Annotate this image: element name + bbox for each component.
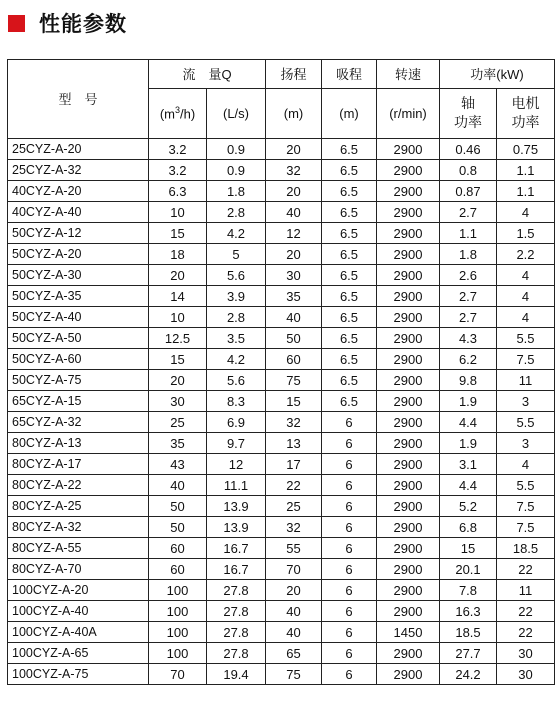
model-cell: 80CYZ-A-32 xyxy=(8,517,149,538)
flow-m3h-cell: 100 xyxy=(149,622,207,643)
model-cell: 50CYZ-A-40 xyxy=(8,307,149,328)
head-cell: 35 xyxy=(266,286,322,307)
model-cell: 100CYZ-A-40 xyxy=(8,601,149,622)
flow-m3h-cell: 20 xyxy=(149,265,207,286)
shaft-power-cell: 3.1 xyxy=(440,454,497,475)
model-cell: 80CYZ-A-17 xyxy=(8,454,149,475)
shaft-power-cell: 16.3 xyxy=(440,601,497,622)
head-cell: 32 xyxy=(266,517,322,538)
head-cell: 70 xyxy=(266,559,322,580)
flow-header: 流 量Q xyxy=(149,60,266,89)
speed-cell: 2900 xyxy=(377,286,440,307)
model-cell: 80CYZ-A-55 xyxy=(8,538,149,559)
flow-ls-cell: 13.9 xyxy=(207,496,266,517)
head-cell: 40 xyxy=(266,601,322,622)
head-cell: 22 xyxy=(266,475,322,496)
model-cell: 80CYZ-A-13 xyxy=(8,433,149,454)
motor-power-cell: 11 xyxy=(497,580,555,601)
speed-cell: 2900 xyxy=(377,202,440,223)
head-cell: 40 xyxy=(266,622,322,643)
head-cell: 15 xyxy=(266,391,322,412)
flow-m3h-cell: 43 xyxy=(149,454,207,475)
head-cell: 20 xyxy=(266,139,322,160)
head-cell: 65 xyxy=(266,643,322,664)
flow-m3h-cell: 100 xyxy=(149,580,207,601)
head-unit: (m) xyxy=(266,89,322,139)
model-cell: 100CYZ-A-20 xyxy=(8,580,149,601)
table-row xyxy=(8,433,555,454)
speed-cell: 2900 xyxy=(377,328,440,349)
flow-ls-cell: 0.9 xyxy=(207,160,266,181)
suction-cell: 6.5 xyxy=(322,307,377,328)
shaft-power-cell: 7.8 xyxy=(440,580,497,601)
motor-power-cell: 1.1 xyxy=(497,160,555,181)
section-title: 性能参数 xyxy=(39,12,127,36)
suction-cell: 6.5 xyxy=(322,265,377,286)
motor-power-cell: 4 xyxy=(497,202,555,223)
speed-cell: 2900 xyxy=(377,307,440,328)
motor-power-cell: 7.5 xyxy=(497,349,555,370)
motor-power-cell: 30 xyxy=(497,664,555,685)
motor-power-cell: 18.5 xyxy=(497,538,555,559)
model-cell: 65CYZ-A-32 xyxy=(8,412,149,433)
flow-ls-cell: 3.5 xyxy=(207,328,266,349)
shaft-power-cell: 2.6 xyxy=(440,265,497,286)
shaft-power-cell: 24.2 xyxy=(440,664,497,685)
suction-cell: 6.5 xyxy=(322,139,377,160)
table-row xyxy=(8,307,555,328)
motor-power-cell: 30 xyxy=(497,643,555,664)
suction-cell: 6 xyxy=(322,475,377,496)
model-cell: 40CYZ-A-40 xyxy=(8,202,149,223)
red-square-bullet-icon xyxy=(8,15,25,32)
model-cell: 100CYZ-A-75 xyxy=(8,664,149,685)
table-row xyxy=(8,286,555,307)
suction-cell: 6 xyxy=(322,517,377,538)
table-row xyxy=(8,475,555,496)
head-cell: 55 xyxy=(266,538,322,559)
table-row xyxy=(8,223,555,244)
table-row xyxy=(8,580,555,601)
head-cell: 20 xyxy=(266,244,322,265)
flow-m3h-cell: 60 xyxy=(149,538,207,559)
flow-m3h-cell: 18 xyxy=(149,244,207,265)
flow-m3h-cell: 6.3 xyxy=(149,181,207,202)
suction-cell: 6 xyxy=(322,664,377,685)
motor-power-cell: 11 xyxy=(497,370,555,391)
table-row xyxy=(8,139,555,160)
shaft-power-cell: 1.9 xyxy=(440,433,497,454)
flow-ls-cell: 12 xyxy=(207,454,266,475)
flow-m3h-cell: 100 xyxy=(149,643,207,664)
flow-ls-cell: 5 xyxy=(207,244,266,265)
shaft-power-cell: 2.7 xyxy=(440,202,497,223)
table-row xyxy=(8,559,555,580)
flow-m3h-cell: 100 xyxy=(149,601,207,622)
speed-cell: 2900 xyxy=(377,349,440,370)
shaft-power-cell: 1.1 xyxy=(440,223,497,244)
table-body xyxy=(8,139,555,685)
shaft-power-cell: 5.2 xyxy=(440,496,497,517)
flow-ls-cell: 27.8 xyxy=(207,643,266,664)
table-row xyxy=(8,370,555,391)
suction-cell: 6.5 xyxy=(322,244,377,265)
speed-cell: 2900 xyxy=(377,538,440,559)
motor-power-cell: 22 xyxy=(497,559,555,580)
suction-header: 吸程 xyxy=(322,60,377,89)
model-cell: 80CYZ-A-25 xyxy=(8,496,149,517)
speed-cell: 2900 xyxy=(377,244,440,265)
shaft-power-cell: 2.7 xyxy=(440,307,497,328)
shaft-power-cell: 15 xyxy=(440,538,497,559)
flow-ls-cell: 8.3 xyxy=(207,391,266,412)
suction-cell: 6.5 xyxy=(322,391,377,412)
shaft-power-cell: 18.5 xyxy=(440,622,497,643)
suction-unit: (m) xyxy=(322,89,377,139)
model-cell: 50CYZ-A-60 xyxy=(8,349,149,370)
head-cell: 75 xyxy=(266,664,322,685)
table-row xyxy=(8,601,555,622)
suction-cell: 6.5 xyxy=(322,328,377,349)
suction-cell: 6.5 xyxy=(322,370,377,391)
model-cell: 25CYZ-A-32 xyxy=(8,160,149,181)
speed-cell: 2900 xyxy=(377,391,440,412)
shaft-power-cell: 4.4 xyxy=(440,475,497,496)
model-cell: 25CYZ-A-20 xyxy=(8,139,149,160)
table-row xyxy=(8,622,555,643)
motor-power-cell: 3 xyxy=(497,433,555,454)
shaft-power-cell: 0.87 xyxy=(440,181,497,202)
table-row xyxy=(8,160,555,181)
speed-cell: 1450 xyxy=(377,622,440,643)
speed-cell: 2900 xyxy=(377,664,440,685)
section-heading xyxy=(8,10,127,36)
flow-ls-cell: 27.8 xyxy=(207,580,266,601)
flow-ls-cell: 0.9 xyxy=(207,139,266,160)
suction-cell: 6 xyxy=(322,454,377,475)
flow-ls-cell: 4.2 xyxy=(207,223,266,244)
suction-cell: 6 xyxy=(322,601,377,622)
suction-cell: 6 xyxy=(322,559,377,580)
motor-power-cell: 2.2 xyxy=(497,244,555,265)
motor-power-cell: 5.5 xyxy=(497,475,555,496)
speed-cell: 2900 xyxy=(377,475,440,496)
speed-cell: 2900 xyxy=(377,454,440,475)
speed-cell: 2900 xyxy=(377,601,440,622)
shaft-power-cell: 0.46 xyxy=(440,139,497,160)
motor-power-cell: 4 xyxy=(497,307,555,328)
flow-ls-cell: 9.7 xyxy=(207,433,266,454)
shaft-power-cell: 6.8 xyxy=(440,517,497,538)
shaft-power-cell: 27.7 xyxy=(440,643,497,664)
model-cell: 80CYZ-A-70 xyxy=(8,559,149,580)
table-row xyxy=(8,328,555,349)
table-row xyxy=(8,181,555,202)
suction-cell: 6.5 xyxy=(322,181,377,202)
flow-m3h-cell: 3.2 xyxy=(149,139,207,160)
performance-table xyxy=(7,59,555,685)
model-cell: 100CYZ-A-40A xyxy=(8,622,149,643)
model-cell: 40CYZ-A-20 xyxy=(8,181,149,202)
head-cell: 25 xyxy=(266,496,322,517)
speed-cell: 2900 xyxy=(377,580,440,601)
head-cell: 20 xyxy=(266,580,322,601)
motor-power-cell: 7.5 xyxy=(497,517,555,538)
speed-cell: 2900 xyxy=(377,223,440,244)
motor-power-cell: 22 xyxy=(497,622,555,643)
speed-cell: 2900 xyxy=(377,370,440,391)
head-cell: 17 xyxy=(266,454,322,475)
flow-m3h-cell: 35 xyxy=(149,433,207,454)
motor-power-cell: 1.5 xyxy=(497,223,555,244)
speed-header: 转速 xyxy=(377,60,440,89)
flow-m3h-cell: 70 xyxy=(149,664,207,685)
head-cell: 20 xyxy=(266,181,322,202)
flow-ls-cell: 11.1 xyxy=(207,475,266,496)
suction-cell: 6 xyxy=(322,538,377,559)
table-row xyxy=(8,496,555,517)
head-cell: 60 xyxy=(266,349,322,370)
suction-cell: 6 xyxy=(322,622,377,643)
speed-cell: 2900 xyxy=(377,496,440,517)
flow-m3h-unit: $(m^3/h)$ xyxy=(149,89,207,139)
flow-m3h-cell: 50 xyxy=(149,517,207,538)
head-cell: 75 xyxy=(266,370,322,391)
motor-power-cell: 5.5 xyxy=(497,412,555,433)
model-cell: 50CYZ-A-20 xyxy=(8,244,149,265)
flow-m3h-cell: 20 xyxy=(149,370,207,391)
flow-m3h-cell: 40 xyxy=(149,475,207,496)
table-row xyxy=(8,538,555,559)
shaft-power-cell: 2.7 xyxy=(440,286,497,307)
table-row xyxy=(8,244,555,265)
speed-cell: 2900 xyxy=(377,139,440,160)
flow-ls-cell: 19.4 xyxy=(207,664,266,685)
shaft-power-cell: 4.3 xyxy=(440,328,497,349)
table-row xyxy=(8,664,555,685)
motor-power-cell: 5.5 xyxy=(497,328,555,349)
head-cell: 30 xyxy=(266,265,322,286)
flow-ls-cell: 27.8 xyxy=(207,601,266,622)
flow-m3h-cell: 14 xyxy=(149,286,207,307)
speed-cell: 2900 xyxy=(377,559,440,580)
flow-m3h-cell: 12.5 xyxy=(149,328,207,349)
head-cell: 32 xyxy=(266,160,322,181)
flow-m3h-cell: 10 xyxy=(149,307,207,328)
flow-ls-cell: 1.8 xyxy=(207,181,266,202)
flow-m3h-cell: 30 xyxy=(149,391,207,412)
suction-cell: 6.5 xyxy=(322,202,377,223)
flow-m3h-cell: 15 xyxy=(149,223,207,244)
shaft-power-cell: 9.8 xyxy=(440,370,497,391)
table-row xyxy=(8,265,555,286)
flow-ls-cell: 2.8 xyxy=(207,307,266,328)
shaft-power-header: 轴 功率 xyxy=(440,89,497,139)
head-cell: 12 xyxy=(266,223,322,244)
flow-m3h-cell: 25 xyxy=(149,412,207,433)
flow-m3h-cell: 15 xyxy=(149,349,207,370)
head-cell: 40 xyxy=(266,307,322,328)
suction-cell: 6.5 xyxy=(322,349,377,370)
speed-cell: 2900 xyxy=(377,265,440,286)
head-cell: 50 xyxy=(266,328,322,349)
motor-power-cell: 4 xyxy=(497,286,555,307)
speed-cell: 2900 xyxy=(377,181,440,202)
flow-m3h-cell: 50 xyxy=(149,496,207,517)
suction-cell: 6 xyxy=(322,496,377,517)
head-cell: 40 xyxy=(266,202,322,223)
head-header: 扬程 xyxy=(266,60,322,89)
shaft-power-cell: 4.4 xyxy=(440,412,497,433)
shaft-power-cell: 6.2 xyxy=(440,349,497,370)
suction-cell: 6 xyxy=(322,643,377,664)
head-cell: 32 xyxy=(266,412,322,433)
table-header xyxy=(8,60,555,139)
head-cell: 13 xyxy=(266,433,322,454)
speed-cell: 2900 xyxy=(377,412,440,433)
model-cell: 50CYZ-A-35 xyxy=(8,286,149,307)
shaft-power-cell: 1.8 xyxy=(440,244,497,265)
flow-ls-cell: 16.7 xyxy=(207,538,266,559)
flow-ls-cell: 4.2 xyxy=(207,349,266,370)
flow-ls-cell: 27.8 xyxy=(207,622,266,643)
flow-ls-unit: (L/s) xyxy=(207,89,266,139)
suction-cell: 6.5 xyxy=(322,223,377,244)
power-header: 功率(kW) xyxy=(440,60,555,89)
model-cell: 100CYZ-A-65 xyxy=(8,643,149,664)
table-row xyxy=(8,412,555,433)
flow-m3h-cell: 3.2 xyxy=(149,160,207,181)
motor-power-cell: 4 xyxy=(497,454,555,475)
model-cell: 80CYZ-A-22 xyxy=(8,475,149,496)
model-cell: 50CYZ-A-50 xyxy=(8,328,149,349)
suction-cell: 6.5 xyxy=(322,160,377,181)
shaft-power-cell: 1.9 xyxy=(440,391,497,412)
shaft-power-cell: 0.8 xyxy=(440,160,497,181)
motor-power-cell: 3 xyxy=(497,391,555,412)
motor-power-cell: 1.1 xyxy=(497,181,555,202)
flow-ls-cell: 2.8 xyxy=(207,202,266,223)
model-cell: 50CYZ-A-12 xyxy=(8,223,149,244)
motor-power-cell: 0.75 xyxy=(497,139,555,160)
suction-cell: 6 xyxy=(322,580,377,601)
speed-unit: (r/min) xyxy=(377,89,440,139)
model-cell: 50CYZ-A-75 xyxy=(8,370,149,391)
suction-cell: 6.5 xyxy=(322,286,377,307)
flow-m3h-cell: 60 xyxy=(149,559,207,580)
suction-cell: 6 xyxy=(322,412,377,433)
motor-power-header: 电机 功率 xyxy=(497,89,555,139)
table-row xyxy=(8,202,555,223)
flow-ls-cell: 5.6 xyxy=(207,370,266,391)
suction-cell: 6 xyxy=(322,433,377,454)
model-cell: 65CYZ-A-15 xyxy=(8,391,149,412)
shaft-power-cell: 20.1 xyxy=(440,559,497,580)
speed-cell: 2900 xyxy=(377,433,440,454)
table-row xyxy=(8,349,555,370)
flow-ls-cell: 13.9 xyxy=(207,517,266,538)
table-row xyxy=(8,517,555,538)
flow-ls-cell: 5.6 xyxy=(207,265,266,286)
speed-cell: 2900 xyxy=(377,643,440,664)
table-row xyxy=(8,454,555,475)
table-row xyxy=(8,643,555,664)
motor-power-cell: 7.5 xyxy=(497,496,555,517)
flow-ls-cell: 3.9 xyxy=(207,286,266,307)
model-header: 型 号 xyxy=(8,60,149,139)
motor-power-cell: 22 xyxy=(497,601,555,622)
model-cell: 50CYZ-A-30 xyxy=(8,265,149,286)
flow-ls-cell: 6.9 xyxy=(207,412,266,433)
speed-cell: 2900 xyxy=(377,160,440,181)
speed-cell: 2900 xyxy=(377,517,440,538)
table-row xyxy=(8,391,555,412)
flow-ls-cell: 16.7 xyxy=(207,559,266,580)
motor-power-cell: 4 xyxy=(497,265,555,286)
flow-m3h-cell: 10 xyxy=(149,202,207,223)
